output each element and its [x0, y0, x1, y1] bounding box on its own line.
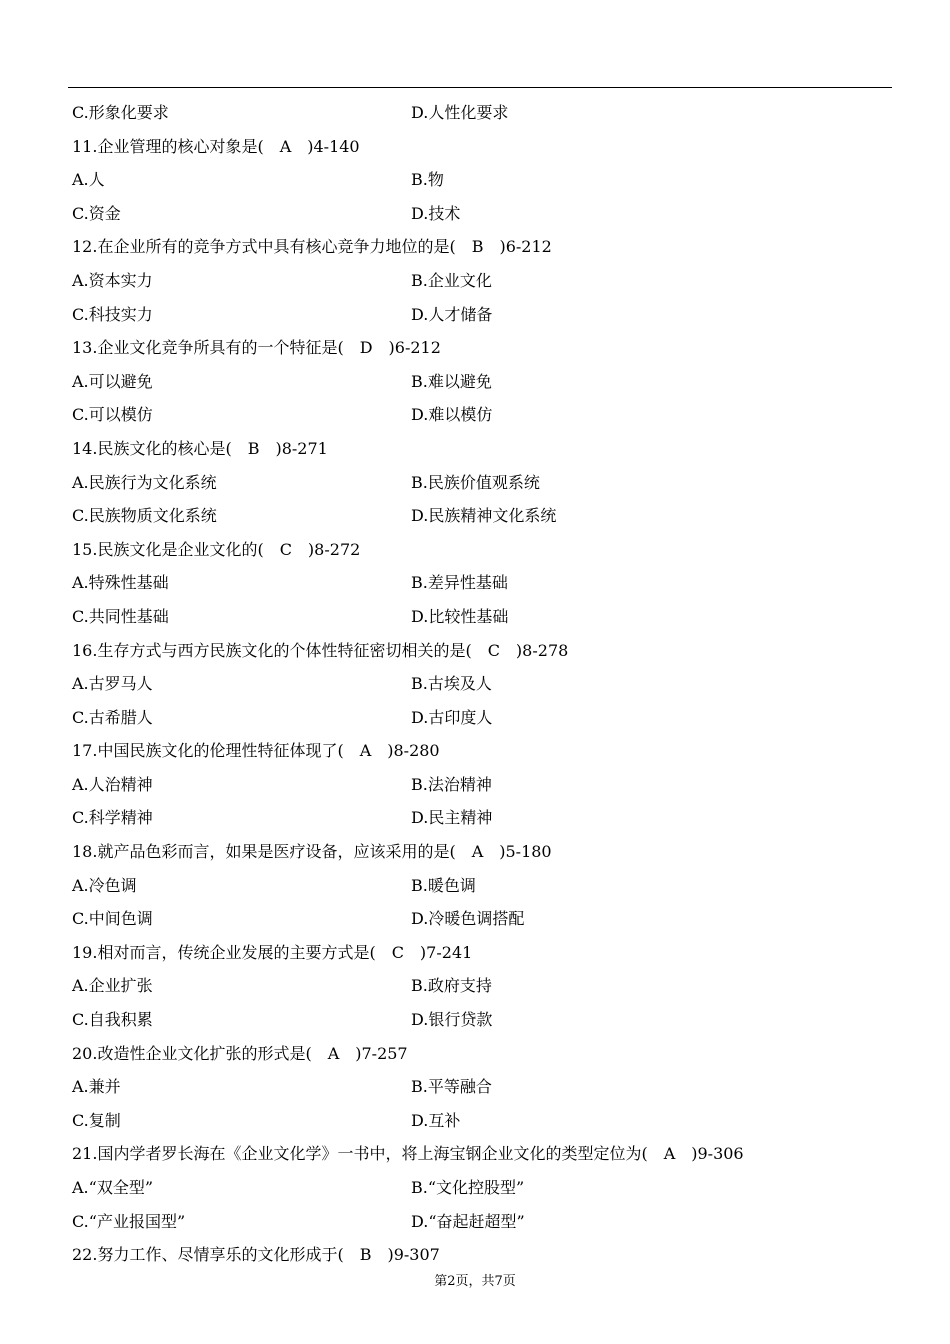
options-row [72, 667, 892, 701]
options-row [72, 768, 892, 802]
options-row [72, 96, 892, 130]
options-row [72, 969, 892, 1003]
option-right: D.银行贷款 [411, 1010, 493, 1030]
options-row [72, 600, 892, 634]
option-right: D.人才储备 [411, 304, 493, 324]
option-left: C.科学精神 [72, 808, 153, 828]
question-line: 17.中国民族文化的伦理性特征体现了( A )8-280 [72, 741, 440, 761]
option-right: D.“奋起赶超型” [411, 1211, 525, 1231]
options-row [72, 163, 892, 197]
option-left: A.古罗马人 [72, 674, 153, 694]
option-left: C.科技实力 [72, 304, 153, 324]
option-left: A.人治精神 [72, 774, 153, 794]
option-right: D.民主精神 [411, 808, 493, 828]
option-right: B.“文化控股型” [411, 1178, 525, 1197]
option-right: B.法治精神 [411, 774, 492, 794]
question-line: 20.改造性企业文化扩张的形式是( A )7-257 [72, 1043, 408, 1063]
options-row [72, 869, 892, 903]
options-row [72, 398, 892, 432]
question-line: 16.生存方式与西方民族文化的个体性特征密切相关的是( C )8-278 [72, 640, 569, 660]
option-left: A.民族行为文化系统 [72, 472, 217, 492]
question-line: 14.民族文化的核心是( B )8-271 [72, 438, 328, 458]
option-left: C.民族物质文化系统 [72, 506, 217, 526]
options-row [72, 1070, 892, 1104]
header-rule [68, 87, 892, 88]
option-right: D.技术 [411, 203, 461, 223]
option-right: B.平等融合 [411, 1077, 492, 1097]
options-row [72, 1205, 892, 1239]
option-right: D.民族精神文化系统 [411, 506, 557, 526]
options-row [72, 499, 892, 533]
option-right: D.古印度人 [411, 707, 493, 727]
option-right: B.企业文化 [411, 270, 492, 290]
option-right: D.互补 [411, 1110, 461, 1130]
question-line: 19.相对而言，传统企业发展的主要方式是( C )7-241 [72, 942, 473, 962]
question-line: 18.就产品色彩而言，如果是医疗设备，应该采用的是( A )5-180 [72, 842, 552, 862]
options-row [72, 365, 892, 399]
option-right: D.冷暖色调搭配 [411, 909, 525, 929]
options-row [72, 701, 892, 735]
option-right: D.比较性基础 [411, 606, 509, 626]
options-row [72, 197, 892, 231]
options-row [72, 566, 892, 600]
option-left: A.特殊性基础 [72, 573, 169, 593]
option-right: B.物 [411, 170, 444, 190]
question-line: 12.在企业所有的竞争方式中具有核心竞争力地位的是( B )6-212 [72, 237, 552, 257]
option-right: B.古埃及人 [411, 674, 492, 694]
option-left: C.复制 [72, 1110, 121, 1130]
question-line: 21.国内学者罗长海在《企业文化学》一书中，将上海宝钢企业文化的类型定位为( A )9-306 [72, 1144, 744, 1164]
option-left: A.可以避免 [72, 371, 153, 391]
question-line: 15.民族文化是企业文化的( C )8-272 [72, 539, 361, 559]
options-row [72, 801, 892, 835]
option-left: C.古希腊人 [72, 707, 153, 727]
option-left: A.企业扩张 [72, 976, 153, 996]
option-left: C.资金 [72, 203, 121, 223]
option-right: D.人性化要求 [411, 103, 509, 122]
option-left: C.共同性基础 [72, 606, 169, 626]
options-row [72, 264, 892, 298]
option-left: A.人 [72, 170, 105, 190]
option-left: C.中间色调 [72, 909, 153, 929]
option-left: C.形象化要求 [72, 103, 169, 122]
option-right: B.差异性基础 [411, 573, 508, 593]
page-footer: 第2页，共7页 [434, 1274, 516, 1289]
options-row [72, 298, 892, 332]
option-right: D.难以模仿 [411, 405, 493, 425]
question-line: 22.努力工作、尽情享乐的文化形成于( B )9-307 [72, 1245, 440, 1265]
options-row [72, 1171, 892, 1205]
option-left: C.自我积累 [72, 1010, 153, 1030]
option-left: A.兼并 [72, 1077, 121, 1097]
option-right: B.政府支持 [411, 976, 492, 996]
option-left: C.可以模仿 [72, 405, 153, 425]
question-line: 13.企业文化竞争所具有的一个特征是( D )6-212 [72, 338, 441, 358]
options-row [72, 1003, 892, 1037]
option-left: A.“双全型” [72, 1178, 154, 1197]
option-left: A.冷色调 [72, 875, 137, 895]
option-right: B.暖色调 [411, 875, 476, 895]
option-left: C.“产业报国型” [72, 1211, 186, 1231]
question-line: 11.企业管理的核心对象是( A )4-140 [72, 136, 360, 156]
option-right: B.难以避免 [411, 371, 492, 391]
option-left: A.资本实力 [72, 270, 153, 290]
option-right: B.民族价值观系统 [411, 472, 540, 492]
options-row [72, 1104, 892, 1138]
options-row [72, 466, 892, 500]
page-content [72, 96, 892, 1272]
options-row [72, 902, 892, 936]
